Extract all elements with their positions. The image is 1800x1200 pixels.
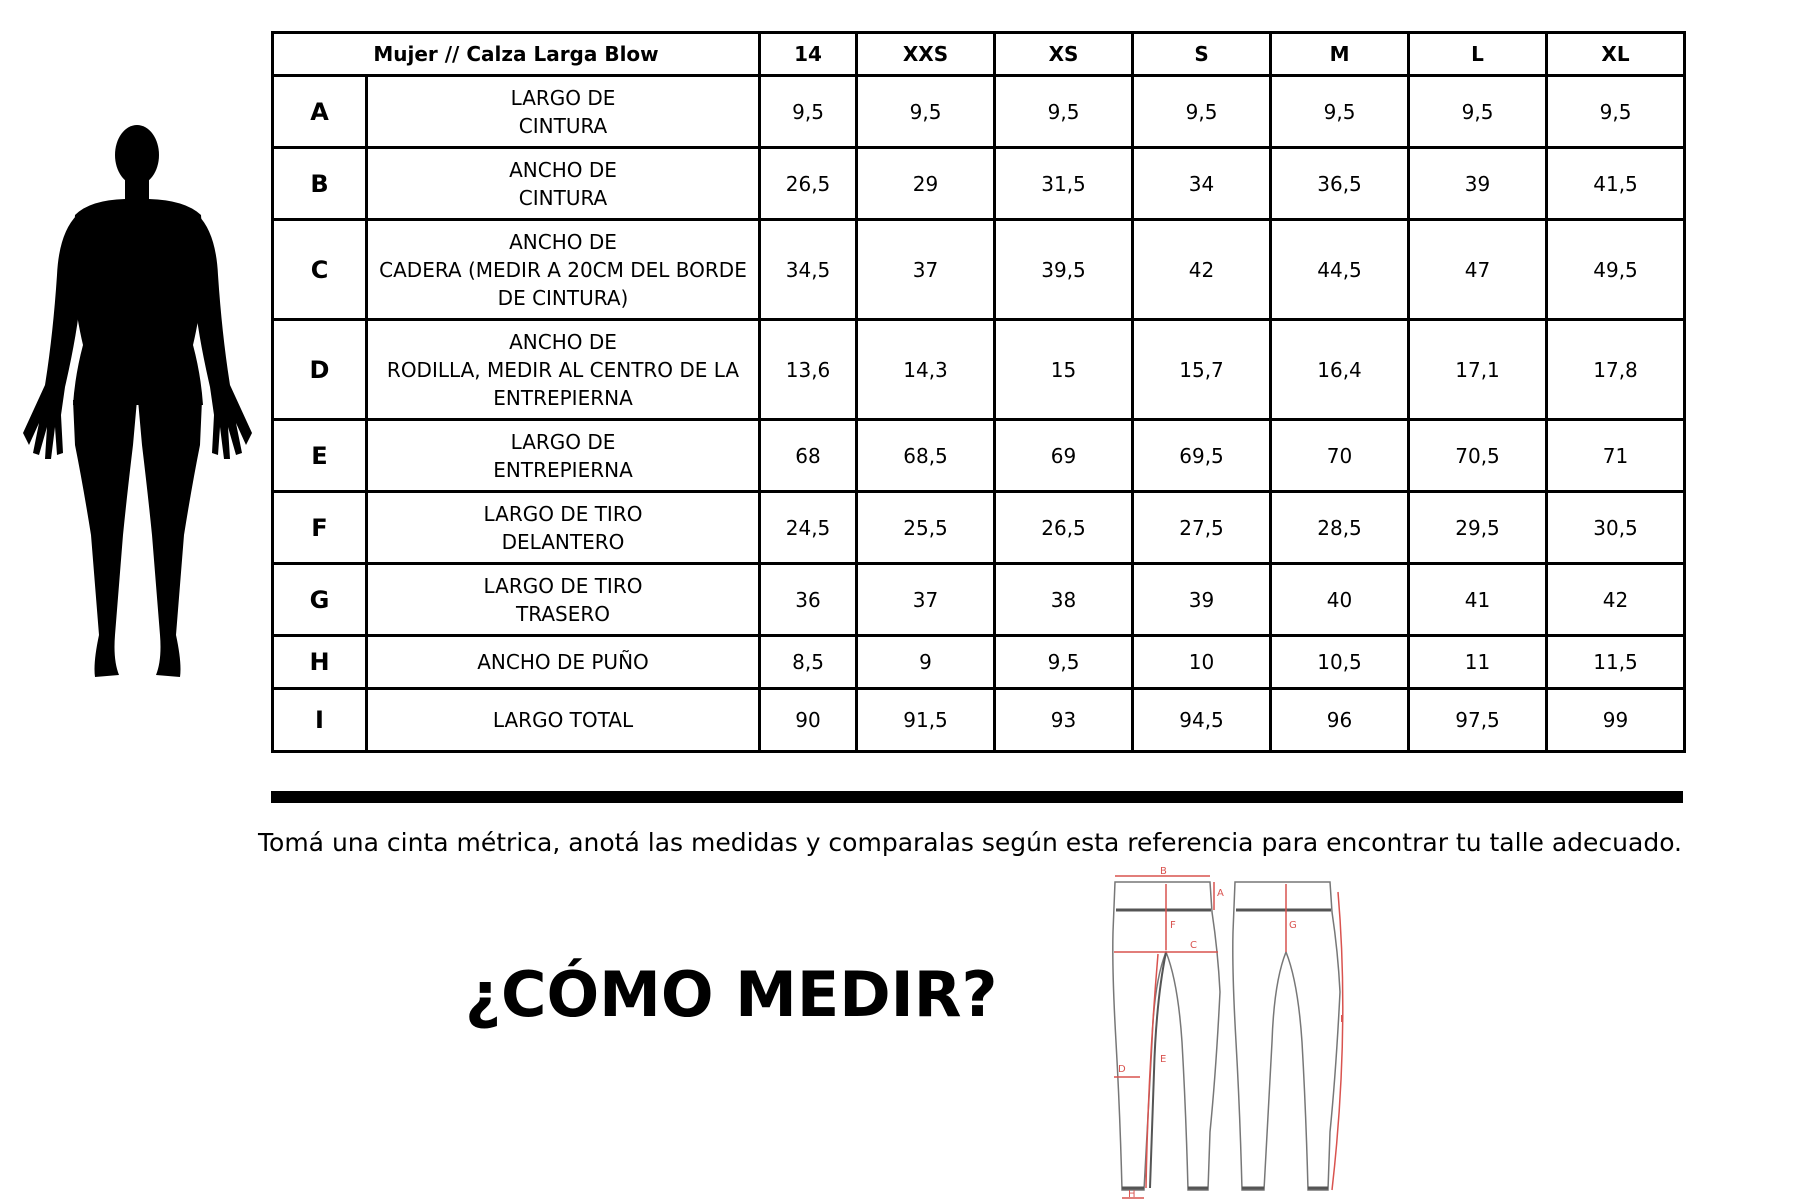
measure-value: 71 xyxy=(1547,420,1685,492)
measure-value: 47 xyxy=(1409,220,1547,320)
size-header: XS xyxy=(995,33,1133,76)
measure-value: 26,5 xyxy=(760,148,857,220)
divider xyxy=(271,791,1683,803)
size-header: L xyxy=(1409,33,1547,76)
measure-value: 13,6 xyxy=(760,320,857,420)
measure-value: 9,5 xyxy=(1133,76,1271,148)
measure-description: ANCHO DE RODILLA, MEDIR AL CENTRO DE LA ENTREPIERNA xyxy=(367,320,760,420)
woman-silhouette-icon xyxy=(15,115,260,685)
table-row xyxy=(273,148,1685,220)
measure-letter: E xyxy=(273,420,367,492)
measure-value: 8,5 xyxy=(760,636,857,689)
measure-value: 36 xyxy=(760,564,857,636)
diagram-label-i: I xyxy=(1340,1014,1343,1025)
measure-letter: I xyxy=(273,689,367,752)
measure-value: 9,5 xyxy=(1271,76,1409,148)
measure-value: 39 xyxy=(1133,564,1271,636)
measure-value: 26,5 xyxy=(995,492,1133,564)
table-header-row xyxy=(273,33,1685,76)
measure-value: 31,5 xyxy=(995,148,1133,220)
measure-value: 11 xyxy=(1409,636,1547,689)
measure-value: 49,5 xyxy=(1547,220,1685,320)
diagram-label-d: D xyxy=(1118,1064,1126,1075)
measure-description: LARGO DE ENTREPIERNA xyxy=(367,420,760,492)
size-header: 14 xyxy=(760,33,857,76)
measure-value: 16,4 xyxy=(1271,320,1409,420)
measure-value: 15 xyxy=(995,320,1133,420)
measure-value: 96 xyxy=(1271,689,1409,752)
table-row xyxy=(273,420,1685,492)
measure-value: 90 xyxy=(760,689,857,752)
measure-letter: C xyxy=(273,220,367,320)
measure-value: 10 xyxy=(1133,636,1271,689)
size-header: S xyxy=(1133,33,1271,76)
measure-value: 42 xyxy=(1133,220,1271,320)
measure-letter: F xyxy=(273,492,367,564)
table-row xyxy=(273,636,1685,689)
measure-value: 91,5 xyxy=(857,689,995,752)
measure-description: LARGO DE TIRO TRASERO xyxy=(367,564,760,636)
measure-value: 9,5 xyxy=(857,76,995,148)
diagram-label-b: B xyxy=(1160,866,1167,877)
measure-value: 29 xyxy=(857,148,995,220)
measure-value: 93 xyxy=(995,689,1133,752)
measure-value: 9,5 xyxy=(995,76,1133,148)
table-row xyxy=(273,492,1685,564)
measure-value: 17,1 xyxy=(1409,320,1547,420)
instructions-text: Tomá una cinta métrica, anotá las medidas y comparalas según esta referencia para encontrar tu talle adecuado. xyxy=(258,828,1682,857)
measure-value: 38 xyxy=(995,564,1133,636)
measure-value: 99 xyxy=(1547,689,1685,752)
measure-value: 69,5 xyxy=(1133,420,1271,492)
size-header: XL xyxy=(1547,33,1685,76)
measure-value: 41,5 xyxy=(1547,148,1685,220)
measure-value: 37 xyxy=(857,564,995,636)
measure-value: 39,5 xyxy=(995,220,1133,320)
table-row xyxy=(273,689,1685,752)
diagram-label-e: E xyxy=(1160,1054,1167,1065)
measure-value: 70 xyxy=(1271,420,1409,492)
measure-value: 41 xyxy=(1409,564,1547,636)
measure-letter: D xyxy=(273,320,367,420)
measure-value: 29,5 xyxy=(1409,492,1547,564)
measure-letter: G xyxy=(273,564,367,636)
measure-description: ANCHO DE PUÑO xyxy=(367,636,760,689)
measure-value: 15,7 xyxy=(1133,320,1271,420)
measure-value: 28,5 xyxy=(1271,492,1409,564)
measure-value: 34,5 xyxy=(760,220,857,320)
leggings-diagram-icon xyxy=(1100,866,1350,1200)
measure-letter: H xyxy=(273,636,367,689)
table-row xyxy=(273,220,1685,320)
measure-letter: A xyxy=(273,76,367,148)
measure-value: 36,5 xyxy=(1271,148,1409,220)
measure-value: 68 xyxy=(760,420,857,492)
how-to-measure-title: ¿CÓMO MEDIR? xyxy=(465,958,998,1031)
measure-description: LARGO TOTAL xyxy=(367,689,760,752)
measure-value: 69 xyxy=(995,420,1133,492)
diagram-label-c: C xyxy=(1190,940,1197,951)
measure-value: 40 xyxy=(1271,564,1409,636)
measure-value: 10,5 xyxy=(1271,636,1409,689)
diagram-label-h: H xyxy=(1128,1189,1136,1200)
measure-value: 9 xyxy=(857,636,995,689)
measure-value: 9,5 xyxy=(995,636,1133,689)
table-row xyxy=(273,320,1685,420)
measure-value: 30,5 xyxy=(1547,492,1685,564)
measure-value: 9,5 xyxy=(1409,76,1547,148)
table-row xyxy=(273,564,1685,636)
diagram-label-g: G xyxy=(1289,920,1297,931)
measure-description: LARGO DE CINTURA xyxy=(367,76,760,148)
measure-value: 24,5 xyxy=(760,492,857,564)
measure-description: ANCHO DE CINTURA xyxy=(367,148,760,220)
measure-value: 44,5 xyxy=(1271,220,1409,320)
measure-value: 34 xyxy=(1133,148,1271,220)
measure-value: 17,8 xyxy=(1547,320,1685,420)
measure-value: 68,5 xyxy=(857,420,995,492)
diagram-label-f: F xyxy=(1170,920,1176,931)
measure-value: 94,5 xyxy=(1133,689,1271,752)
measure-value: 97,5 xyxy=(1409,689,1547,752)
measure-description: ANCHO DE CADERA (MEDIR A 20CM DEL BORDE DE CINTURA) xyxy=(367,220,760,320)
measure-value: 25,5 xyxy=(857,492,995,564)
size-header: XXS xyxy=(857,33,995,76)
measure-value: 37 xyxy=(857,220,995,320)
table-row xyxy=(273,76,1685,148)
measure-value: 42 xyxy=(1547,564,1685,636)
measure-value: 27,5 xyxy=(1133,492,1271,564)
table-title: Mujer // Calza Larga Blow xyxy=(273,33,760,76)
diagram-label-a: A xyxy=(1217,888,1224,899)
measure-description: LARGO DE TIRO DELANTERO xyxy=(367,492,760,564)
size-chart-table xyxy=(271,31,1686,753)
size-header: M xyxy=(1271,33,1409,76)
measure-value: 9,5 xyxy=(1547,76,1685,148)
measure-value: 11,5 xyxy=(1547,636,1685,689)
measure-value: 70,5 xyxy=(1409,420,1547,492)
measure-letter: B xyxy=(273,148,367,220)
measure-value: 14,3 xyxy=(857,320,995,420)
measure-value: 9,5 xyxy=(760,76,857,148)
measure-value: 39 xyxy=(1409,148,1547,220)
